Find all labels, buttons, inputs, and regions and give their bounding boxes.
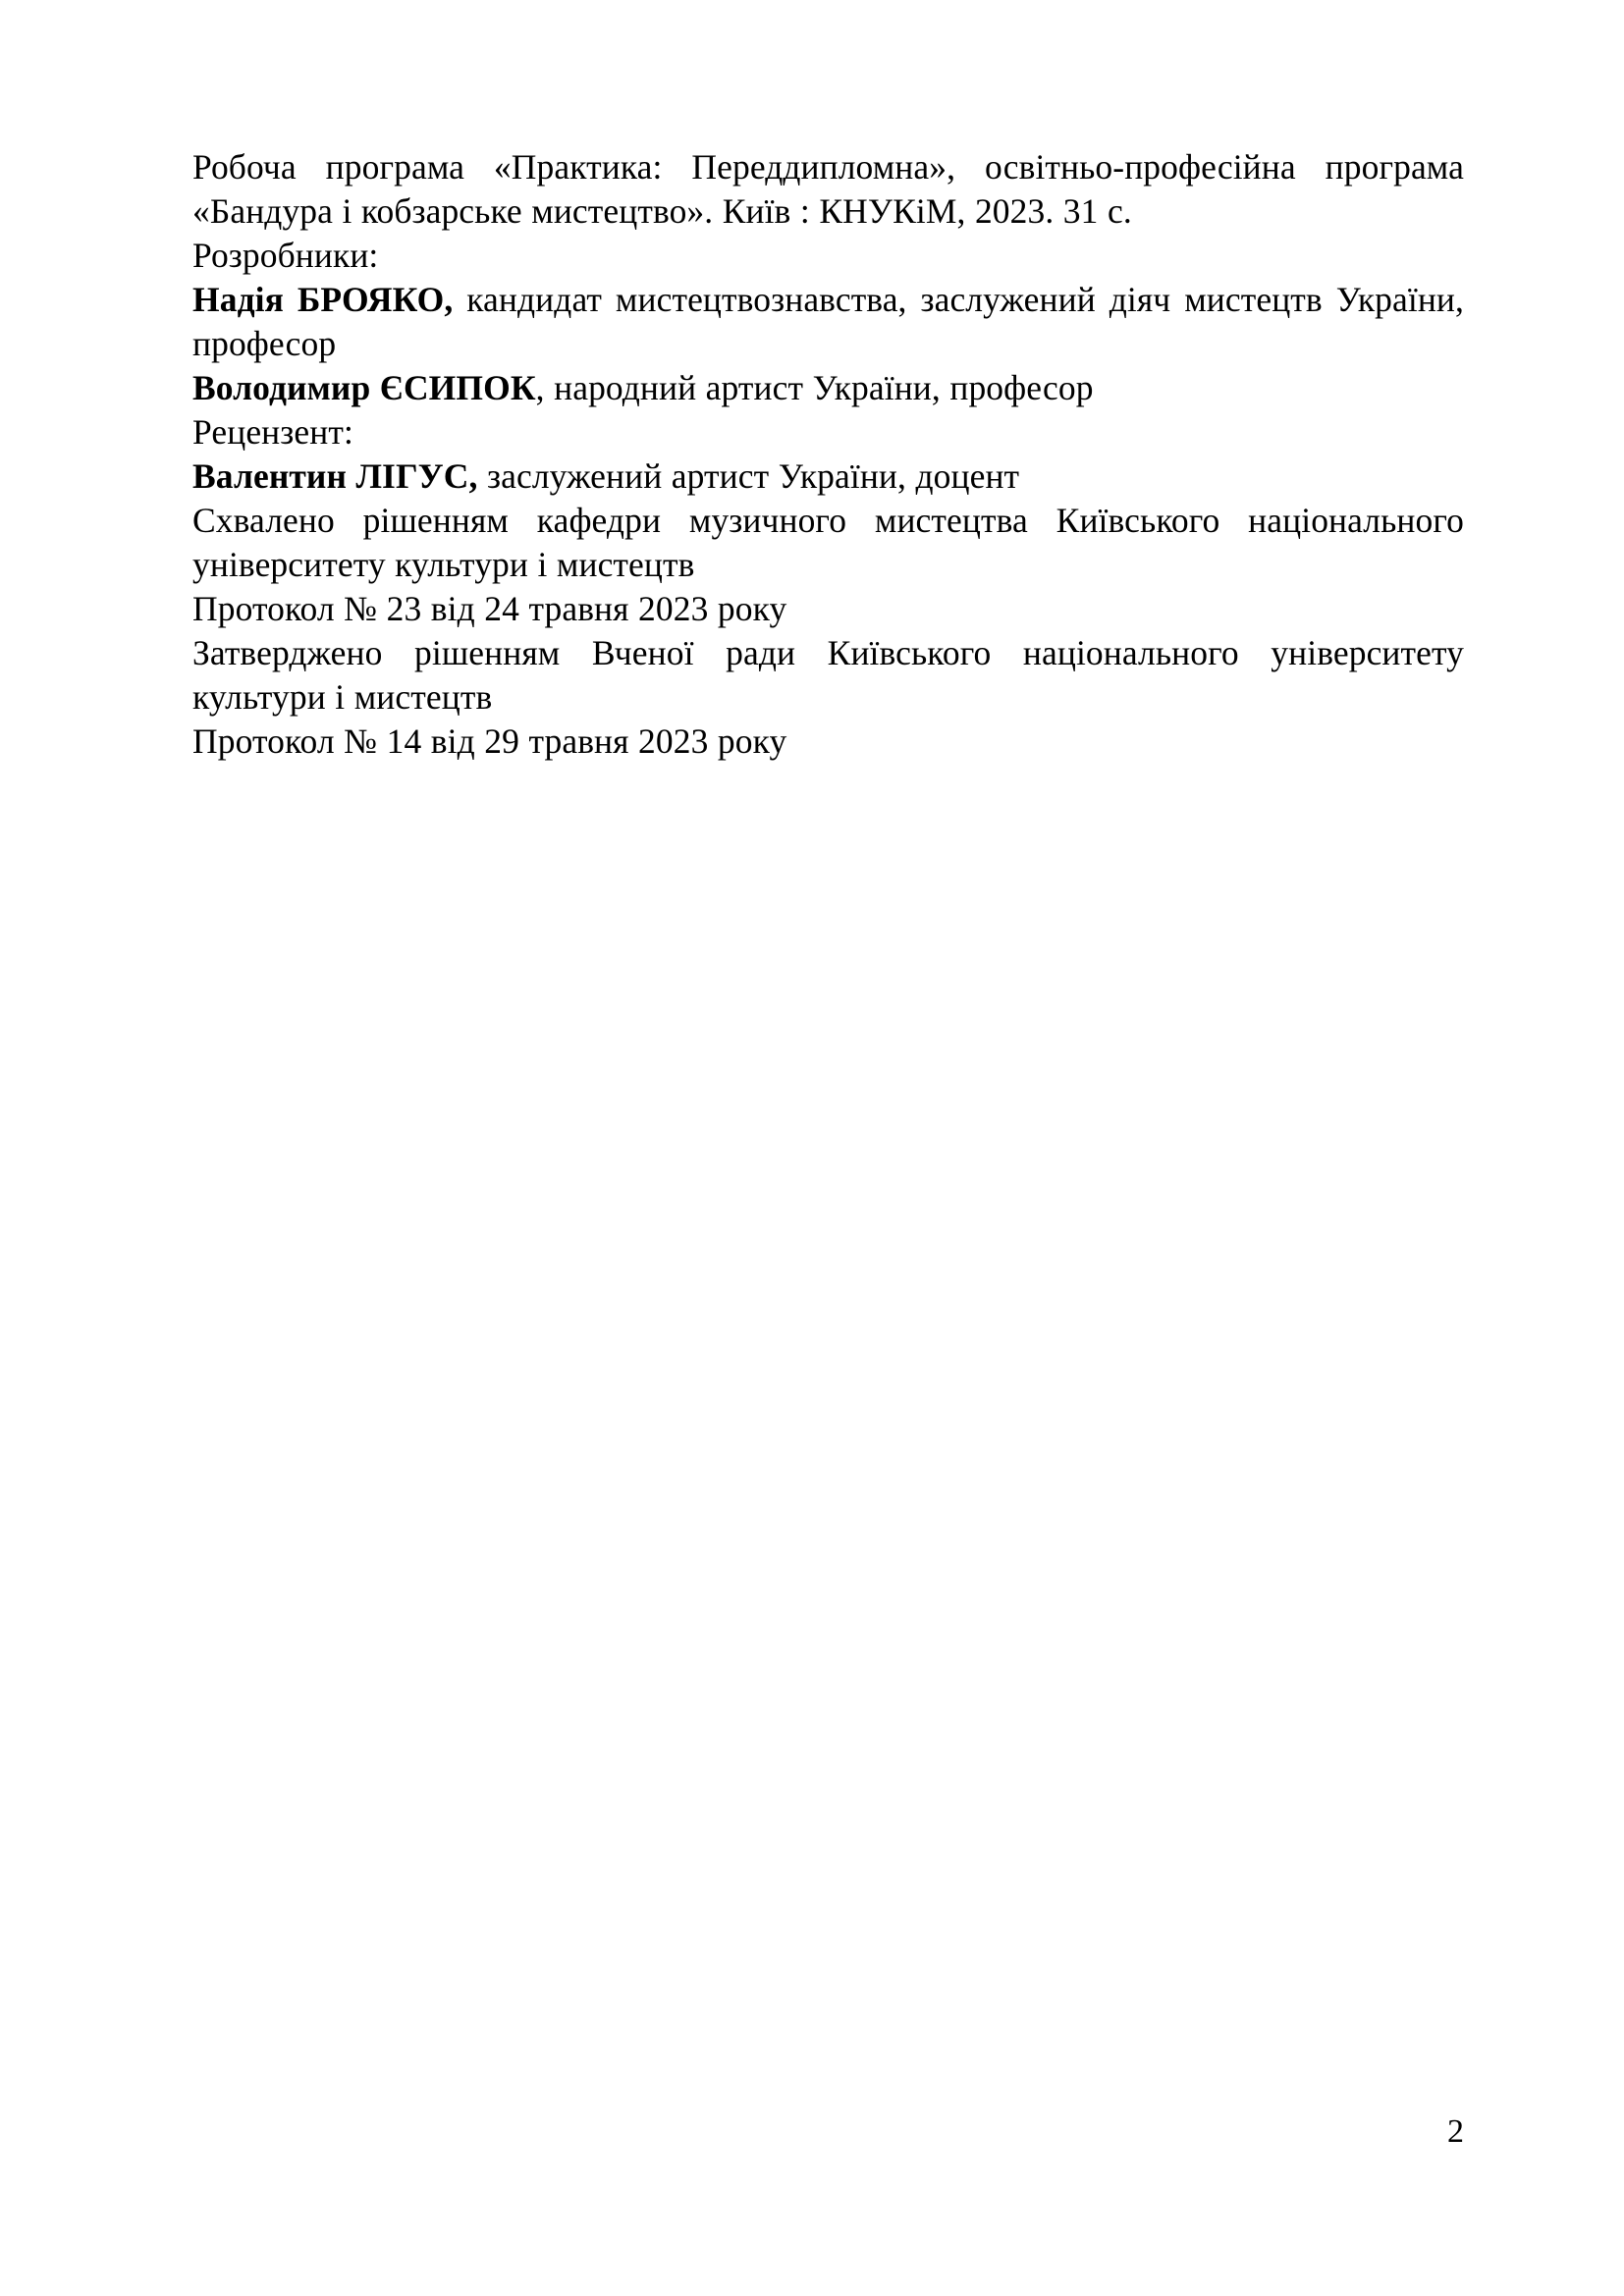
developer-name-2: Володимир ЄСИПОК xyxy=(192,368,536,407)
reviewer-name-1: Валентин ЛІГУС, xyxy=(192,456,478,496)
developer-name-1: Надія БРОЯКО, xyxy=(192,280,454,319)
council-protocol: Протокол № 14 від 29 травня 2023 року xyxy=(192,721,787,761)
developer-entry-2 xyxy=(192,366,1464,410)
developer-entry-1 xyxy=(192,278,1464,366)
developer-title-1: кандидат мистецтвознавства, заслужений діяч мистецтв України, професор xyxy=(192,280,1465,363)
citation-paragraph: Робоча програма «Практика: Переддипломна», освітньо-професійна програма «Бандура і кобзарське мистецтво». Київ : КНУКіМ, 2023. 31 с. xyxy=(192,147,1464,231)
page-text-column xyxy=(192,145,1464,764)
department-approval-text: Схвалено рішенням кафедри музичного мистецтва Київського національного університету культури і мистецтв xyxy=(192,501,1464,584)
reviewer-heading: Рецензент: xyxy=(192,412,353,452)
developers-heading: Розробники: xyxy=(192,236,379,275)
developer-title-2: , народний артист України, професор xyxy=(535,368,1094,407)
page-number: 2 xyxy=(1447,2113,1464,2150)
department-protocol: Протокол № 23 від 24 травня 2023 року xyxy=(192,589,787,628)
reviewer-title-1: заслужений артист України, доцент xyxy=(477,456,1020,496)
council-approval-text: Затверджено рішенням Вченої ради Київського національного університету культури і мистецтв xyxy=(192,633,1464,717)
reviewer-entry-1 xyxy=(192,454,1464,499)
